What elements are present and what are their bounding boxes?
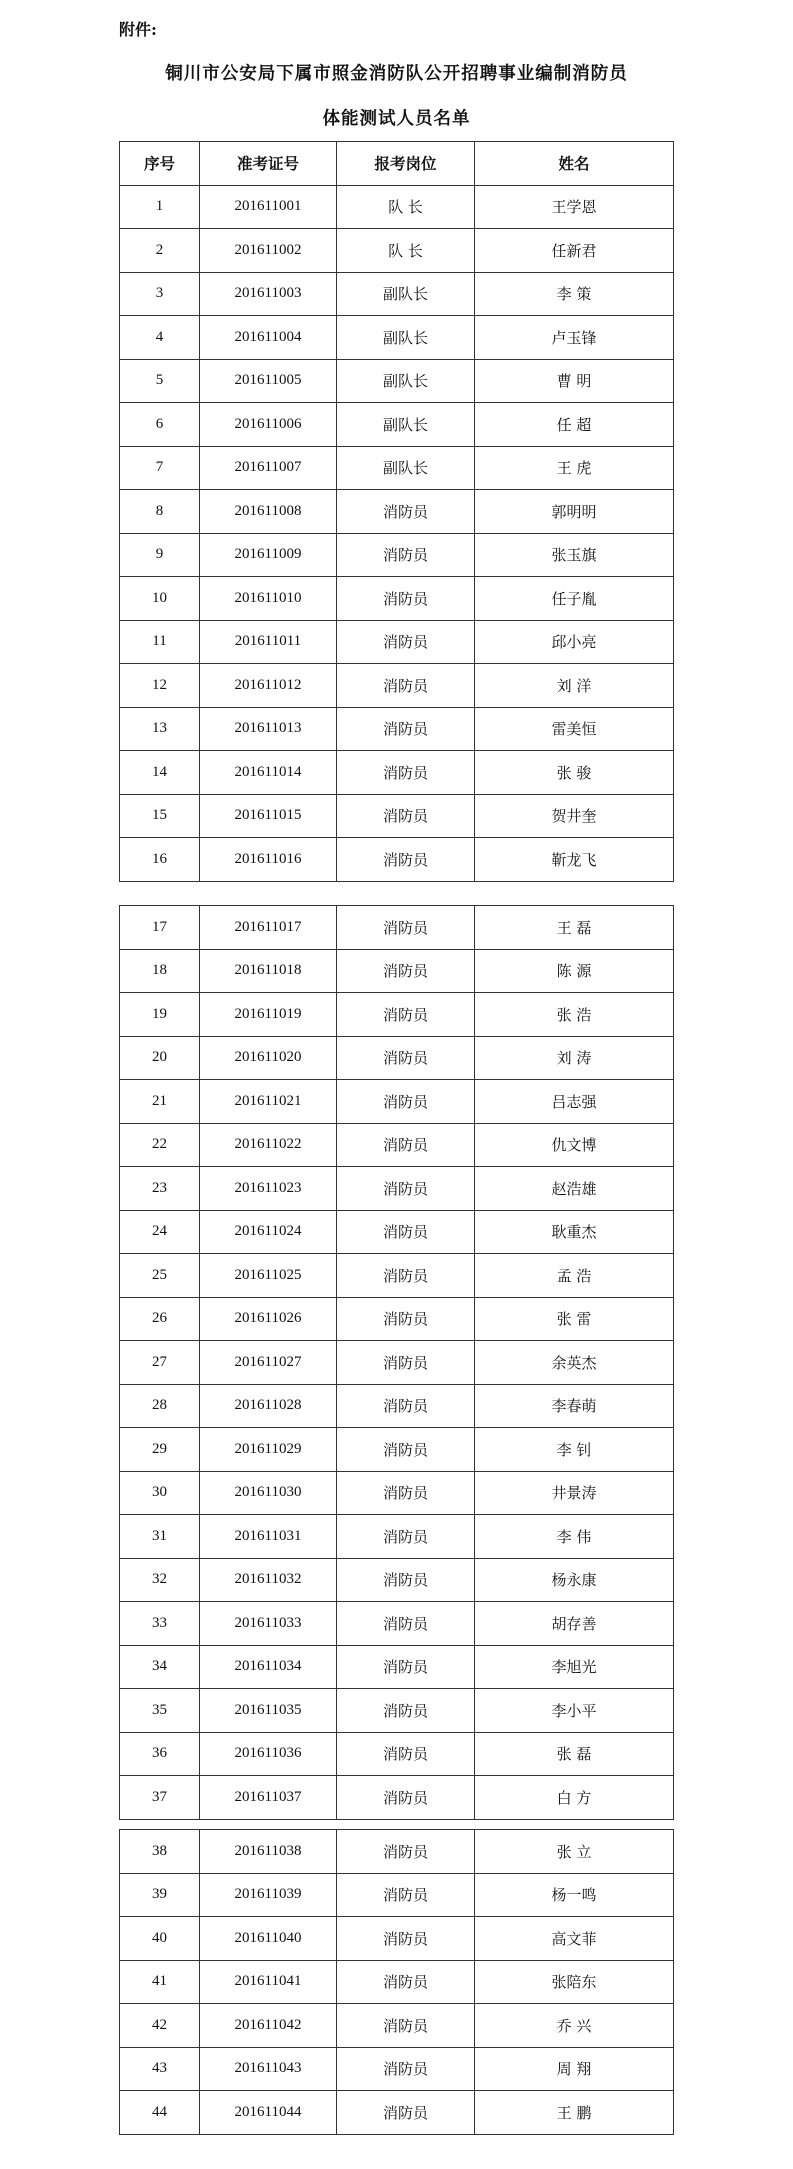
table-row xyxy=(120,1960,674,2004)
cell-index: 43 xyxy=(120,2047,200,2091)
cell-name: 胡存善 xyxy=(475,1602,674,1646)
cell-name: 刘 涛 xyxy=(475,1036,674,1080)
cell-index: 12 xyxy=(120,664,200,708)
cell-name: 吕志强 xyxy=(475,1080,674,1124)
cell-position: 消防员 xyxy=(337,993,475,1037)
table-row xyxy=(120,1515,674,1559)
cell-position: 消防员 xyxy=(337,1515,475,1559)
cell-position: 消防员 xyxy=(337,1297,475,1341)
cell-name: 井景涛 xyxy=(475,1471,674,1515)
cell-name: 雷美恒 xyxy=(475,707,674,751)
cell-position: 消防员 xyxy=(337,1776,475,1820)
cell-position: 消防员 xyxy=(337,2047,475,2091)
table-row xyxy=(120,751,674,795)
table-row xyxy=(120,707,674,751)
table-row xyxy=(120,359,674,403)
cell-index: 37 xyxy=(120,1776,200,1820)
cell-exam-number: 201611028 xyxy=(200,1384,337,1428)
table-row xyxy=(120,1384,674,1428)
cell-position: 消防员 xyxy=(337,490,475,534)
table-row xyxy=(120,1471,674,1515)
table-body xyxy=(120,1830,674,2135)
cell-position: 消防员 xyxy=(337,1384,475,1428)
cell-index: 20 xyxy=(120,1036,200,1080)
cell-name: 张 浩 xyxy=(475,993,674,1037)
cell-position: 消防员 xyxy=(337,838,475,882)
table-row xyxy=(120,838,674,882)
cell-position: 消防员 xyxy=(337,1732,475,1776)
cell-index: 16 xyxy=(120,838,200,882)
table-row xyxy=(120,906,674,950)
cell-index: 34 xyxy=(120,1645,200,1689)
cell-position: 消防员 xyxy=(337,1036,475,1080)
cell-name: 王学恩 xyxy=(475,185,674,229)
table-body xyxy=(120,185,674,881)
cell-position: 消防员 xyxy=(337,1428,475,1472)
cell-exam-number: 201611022 xyxy=(200,1123,337,1167)
cell-index: 18 xyxy=(120,949,200,993)
cell-name: 杨一鸣 xyxy=(475,1873,674,1917)
cell-position: 消防员 xyxy=(337,533,475,577)
cell-index: 9 xyxy=(120,533,200,577)
table-row xyxy=(120,229,674,273)
cell-exam-number: 201611003 xyxy=(200,272,337,316)
cell-index: 21 xyxy=(120,1080,200,1124)
cell-position: 副队长 xyxy=(337,403,475,447)
cell-name: 余英杰 xyxy=(475,1341,674,1385)
table-row xyxy=(120,1602,674,1646)
cell-position: 消防员 xyxy=(337,794,475,838)
cell-index: 17 xyxy=(120,906,200,950)
roster-table-part-3 xyxy=(119,1829,674,2135)
cell-index: 6 xyxy=(120,403,200,447)
cell-exam-number: 201611037 xyxy=(200,1776,337,1820)
header-index: 序号 xyxy=(120,142,200,186)
cell-exam-number: 201611004 xyxy=(200,316,337,360)
attachment-label: 附件: xyxy=(119,20,157,39)
cell-name: 李小平 xyxy=(475,1689,674,1733)
cell-name: 贺井奎 xyxy=(475,794,674,838)
cell-position: 消防员 xyxy=(337,949,475,993)
cell-index: 14 xyxy=(120,751,200,795)
cell-exam-number: 201611042 xyxy=(200,2004,337,2048)
cell-name: 李春萌 xyxy=(475,1384,674,1428)
table-row xyxy=(120,1210,674,1254)
header-name: 姓名 xyxy=(475,142,674,186)
cell-exam-number: 201611043 xyxy=(200,2047,337,2091)
cell-exam-number: 201611019 xyxy=(200,993,337,1037)
cell-name: 张玉旗 xyxy=(475,533,674,577)
table-row xyxy=(120,446,674,490)
cell-name: 刘 洋 xyxy=(475,664,674,708)
roster-table-part-1 xyxy=(119,141,674,882)
cell-index: 22 xyxy=(120,1123,200,1167)
cell-name: 张 磊 xyxy=(475,1732,674,1776)
cell-position: 副队长 xyxy=(337,316,475,360)
table-row xyxy=(120,664,674,708)
cell-name: 高文菲 xyxy=(475,1917,674,1961)
cell-name: 仇文博 xyxy=(475,1123,674,1167)
table-row xyxy=(120,1297,674,1341)
cell-exam-number: 201611017 xyxy=(200,906,337,950)
cell-position: 消防员 xyxy=(337,1960,475,2004)
cell-name: 耿重杰 xyxy=(475,1210,674,1254)
cell-index: 15 xyxy=(120,794,200,838)
cell-exam-number: 201611006 xyxy=(200,403,337,447)
cell-position: 消防员 xyxy=(337,707,475,751)
cell-index: 23 xyxy=(120,1167,200,1211)
table-row xyxy=(120,1167,674,1211)
cell-position: 副队长 xyxy=(337,446,475,490)
cell-exam-number: 201611016 xyxy=(200,838,337,882)
cell-position: 队 长 xyxy=(337,229,475,273)
table-row xyxy=(120,1689,674,1733)
cell-name: 李旭光 xyxy=(475,1645,674,1689)
cell-index: 7 xyxy=(120,446,200,490)
cell-index: 27 xyxy=(120,1341,200,1385)
cell-position: 消防员 xyxy=(337,1080,475,1124)
cell-exam-number: 201611023 xyxy=(200,1167,337,1211)
cell-name: 赵浩雄 xyxy=(475,1167,674,1211)
cell-index: 39 xyxy=(120,1873,200,1917)
cell-index: 1 xyxy=(120,185,200,229)
cell-index: 36 xyxy=(120,1732,200,1776)
cell-name: 李 策 xyxy=(475,272,674,316)
cell-index: 38 xyxy=(120,1830,200,1874)
cell-exam-number: 201611034 xyxy=(200,1645,337,1689)
cell-position: 消防员 xyxy=(337,1917,475,1961)
table-row xyxy=(120,1428,674,1472)
cell-exam-number: 201611044 xyxy=(200,2091,337,2135)
cell-exam-number: 201611014 xyxy=(200,751,337,795)
cell-index: 32 xyxy=(120,1558,200,1602)
cell-exam-number: 201611041 xyxy=(200,1960,337,2004)
cell-exam-number: 201611008 xyxy=(200,490,337,534)
cell-name: 陈 源 xyxy=(475,949,674,993)
table-row xyxy=(120,1873,674,1917)
cell-position: 消防员 xyxy=(337,1873,475,1917)
table-row xyxy=(120,185,674,229)
table-row xyxy=(120,272,674,316)
table-row xyxy=(120,2004,674,2048)
cell-position: 消防员 xyxy=(337,751,475,795)
cell-index: 31 xyxy=(120,1515,200,1559)
table-row xyxy=(120,1123,674,1167)
cell-name: 郭明明 xyxy=(475,490,674,534)
cell-exam-number: 201611018 xyxy=(200,949,337,993)
cell-index: 2 xyxy=(120,229,200,273)
table-row xyxy=(120,1080,674,1124)
table-row xyxy=(120,1645,674,1689)
cell-index: 19 xyxy=(120,993,200,1037)
cell-name: 任子胤 xyxy=(475,577,674,621)
table-row xyxy=(120,1254,674,1298)
cell-exam-number: 201611038 xyxy=(200,1830,337,1874)
cell-exam-number: 201611027 xyxy=(200,1341,337,1385)
cell-position: 消防员 xyxy=(337,1167,475,1211)
cell-exam-number: 201611010 xyxy=(200,577,337,621)
cell-index: 5 xyxy=(120,359,200,403)
table-row xyxy=(120,1732,674,1776)
cell-name: 王 鹏 xyxy=(475,2091,674,2135)
table-row xyxy=(120,1830,674,1874)
table-row xyxy=(120,1776,674,1820)
cell-index: 10 xyxy=(120,577,200,621)
cell-exam-number: 201611012 xyxy=(200,664,337,708)
document-subtitle: 体能测试人员名单 xyxy=(322,109,471,129)
table-row xyxy=(120,2047,674,2091)
cell-position: 消防员 xyxy=(337,1830,475,1874)
cell-exam-number: 201611025 xyxy=(200,1254,337,1298)
cell-exam-number: 201611021 xyxy=(200,1080,337,1124)
header-exam-number: 准考证号 xyxy=(200,142,337,186)
cell-index: 41 xyxy=(120,1960,200,2004)
cell-index: 33 xyxy=(120,1602,200,1646)
cell-index: 28 xyxy=(120,1384,200,1428)
cell-position: 消防员 xyxy=(337,577,475,621)
cell-exam-number: 201611036 xyxy=(200,1732,337,1776)
cell-exam-number: 201611005 xyxy=(200,359,337,403)
cell-name: 杨永康 xyxy=(475,1558,674,1602)
cell-exam-number: 201611007 xyxy=(200,446,337,490)
cell-name: 李 钊 xyxy=(475,1428,674,1472)
cell-name: 张 立 xyxy=(475,1830,674,1874)
table-row xyxy=(120,1917,674,1961)
cell-position: 消防员 xyxy=(337,906,475,950)
cell-index: 3 xyxy=(120,272,200,316)
cell-exam-number: 201611015 xyxy=(200,794,337,838)
table-row xyxy=(120,2091,674,2135)
table-row xyxy=(120,993,674,1037)
cell-name: 卢玉锋 xyxy=(475,316,674,360)
cell-position: 消防员 xyxy=(337,2091,475,2135)
cell-position: 消防员 xyxy=(337,620,475,664)
cell-name: 张陪东 xyxy=(475,1960,674,2004)
cell-name: 乔 兴 xyxy=(475,2004,674,2048)
cell-exam-number: 201611002 xyxy=(200,229,337,273)
cell-index: 8 xyxy=(120,490,200,534)
cell-name: 孟 浩 xyxy=(475,1254,674,1298)
cell-index: 42 xyxy=(120,2004,200,2048)
cell-index: 29 xyxy=(120,1428,200,1472)
table-row xyxy=(120,949,674,993)
cell-position: 消防员 xyxy=(337,1558,475,1602)
table-row xyxy=(120,1341,674,1385)
cell-index: 25 xyxy=(120,1254,200,1298)
cell-position: 消防员 xyxy=(337,2004,475,2048)
roster-table-part-2 xyxy=(119,905,674,1820)
cell-exam-number: 201611029 xyxy=(200,1428,337,1472)
table-row xyxy=(120,490,674,534)
cell-position: 消防员 xyxy=(337,1341,475,1385)
cell-position: 消防员 xyxy=(337,1602,475,1646)
cell-name: 任 超 xyxy=(475,403,674,447)
cell-name: 邱小亮 xyxy=(475,620,674,664)
table-row xyxy=(120,620,674,664)
cell-index: 13 xyxy=(120,707,200,751)
cell-name: 张 骏 xyxy=(475,751,674,795)
cell-exam-number: 201611026 xyxy=(200,1297,337,1341)
cell-index: 44 xyxy=(120,2091,200,2135)
cell-index: 40 xyxy=(120,1917,200,1961)
cell-exam-number: 201611032 xyxy=(200,1558,337,1602)
cell-position: 副队长 xyxy=(337,272,475,316)
cell-name: 靳龙飞 xyxy=(475,838,674,882)
cell-exam-number: 201611001 xyxy=(200,185,337,229)
cell-exam-number: 201611033 xyxy=(200,1602,337,1646)
cell-exam-number: 201611011 xyxy=(200,620,337,664)
cell-exam-number: 201611035 xyxy=(200,1689,337,1733)
cell-index: 4 xyxy=(120,316,200,360)
cell-position: 副队长 xyxy=(337,359,475,403)
table-body xyxy=(120,906,674,1820)
cell-exam-number: 201611024 xyxy=(200,1210,337,1254)
cell-exam-number: 201611020 xyxy=(200,1036,337,1080)
cell-name: 王 虎 xyxy=(475,446,674,490)
cell-exam-number: 201611030 xyxy=(200,1471,337,1515)
cell-exam-number: 201611039 xyxy=(200,1873,337,1917)
cell-exam-number: 201611009 xyxy=(200,533,337,577)
cell-exam-number: 201611040 xyxy=(200,1917,337,1961)
cell-name: 王 磊 xyxy=(475,906,674,950)
cell-exam-number: 201611031 xyxy=(200,1515,337,1559)
cell-index: 30 xyxy=(120,1471,200,1515)
table-header-row xyxy=(120,142,674,186)
cell-name: 任新君 xyxy=(475,229,674,273)
cell-position: 队 长 xyxy=(337,185,475,229)
cell-name: 周 翔 xyxy=(475,2047,674,2091)
table-row xyxy=(120,577,674,621)
cell-name: 李 伟 xyxy=(475,1515,674,1559)
cell-position: 消防员 xyxy=(337,1689,475,1733)
cell-position: 消防员 xyxy=(337,1210,475,1254)
table-row xyxy=(120,403,674,447)
table-row xyxy=(120,533,674,577)
cell-position: 消防员 xyxy=(337,1254,475,1298)
cell-index: 35 xyxy=(120,1689,200,1733)
cell-name: 曹 明 xyxy=(475,359,674,403)
cell-name: 白 方 xyxy=(475,1776,674,1820)
cell-name: 张 雷 xyxy=(475,1297,674,1341)
document-title: 铜川市公安局下属市照金消防队公开招聘事业编制消防员 xyxy=(165,64,628,84)
cell-position: 消防员 xyxy=(337,1471,475,1515)
cell-position: 消防员 xyxy=(337,664,475,708)
header-position: 报考岗位 xyxy=(337,142,475,186)
cell-index: 26 xyxy=(120,1297,200,1341)
cell-index: 24 xyxy=(120,1210,200,1254)
table-row xyxy=(120,1558,674,1602)
cell-exam-number: 201611013 xyxy=(200,707,337,751)
cell-position: 消防员 xyxy=(337,1123,475,1167)
table-row xyxy=(120,316,674,360)
cell-index: 11 xyxy=(120,620,200,664)
table-row xyxy=(120,794,674,838)
table-row xyxy=(120,1036,674,1080)
cell-position: 消防员 xyxy=(337,1645,475,1689)
